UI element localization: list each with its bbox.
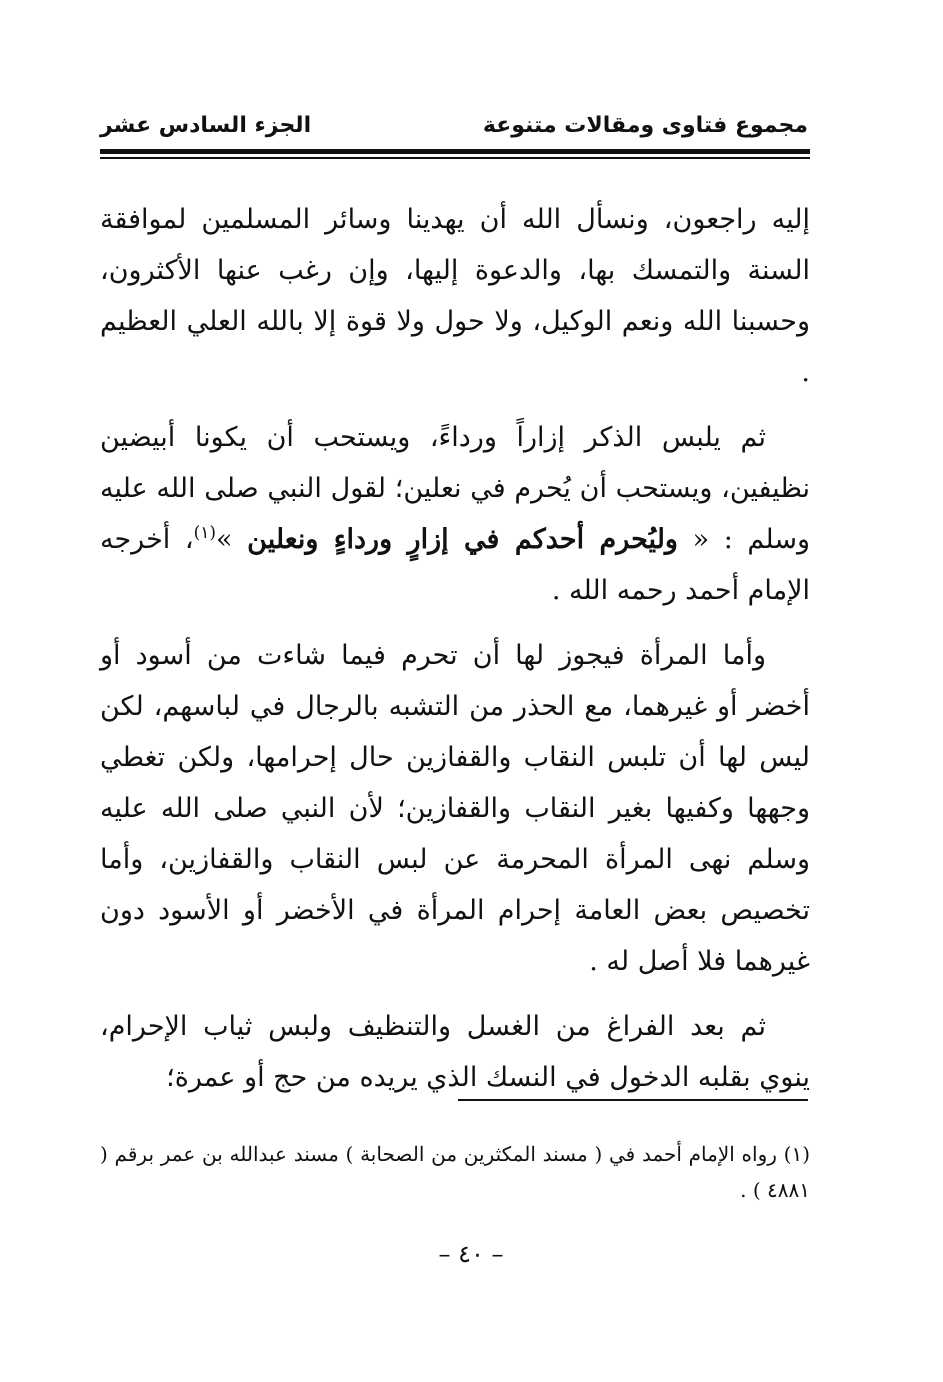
page-number: – ٤٠ – [438, 1240, 504, 1268]
running-header [100, 108, 808, 144]
volume-label: الجزء السادس عشر [100, 113, 312, 138]
main-text [100, 194, 810, 1117]
quote-close: » [216, 524, 248, 555]
header-rule-thin [100, 157, 810, 159]
paragraph-3: وأما المرأة فيجوز لها أن تحرم فيما شاءت من أسود أو أخضر أو غيرهما، مع الحذر من التشبه بالرجال في لباسهم، لكن ليس لها أن تلبس النقاب والقفازين حال إحرامها، ولكن تغطي وجهها وكفيها بغير النقاب والقفازين؛ لأن النبي صلى الله عليه وسلم نهى المرأة المحرمة عن لبس النقاب والقفازين، وأما تخصيص بعض العامة إحرام المرأة في الأخضر أو الأسود دون غيرهما فلا أصل له . [100, 640, 810, 977]
footnote-separator [458, 1099, 808, 1101]
paragraph-2-start: ثم يلبس الذكر إزاراً ورداءً، ويستحب أن يكونا أبيضين نظيفين، ويستحب أن يُحرم في نعلين؛ لقول النبي صلى الله عليه وسلم : « [100, 422, 810, 555]
paragraph-2-end: ، أخرجه الإمام أحمد رحمه الله . [100, 524, 810, 606]
footnote-marker: (١) [193, 523, 217, 543]
book-title: مجموع فتاوى ومقالات متنوعة [482, 113, 808, 138]
paragraph-4: ثم بعد الفراغ من الغسل والتنظيف ولبس ثياب الإحرام، ينوي بقلبه الدخول في النسك الذي يريده من حج أو عمرة؛ [100, 1011, 810, 1093]
footnote-text: (١) رواه الإمام أحمد في ( مسند المكثرين من الصحابة ) مسند عبدالله بن عمر برقم ( ٤٨٨١ ) . [100, 1142, 810, 1202]
paragraph-2 [100, 412, 810, 616]
footnote [100, 1136, 810, 1208]
hadith-quote: وليُحرم أحدكم في إزارٍ ورداءٍ ونعلين [247, 524, 678, 555]
paragraph-1: إليه راجعون، ونسأل الله أن يهدينا وسائر المسلمين لموافقة السنة والتمسك بها، والدعوة إليها، وإن رغب عنها الأكثرون، وحسبنا الله ونعم الوكيل، ولا حول ولا قوة إلا بالله العلي العظيم . [100, 204, 810, 388]
header-rule-thick [100, 149, 810, 154]
